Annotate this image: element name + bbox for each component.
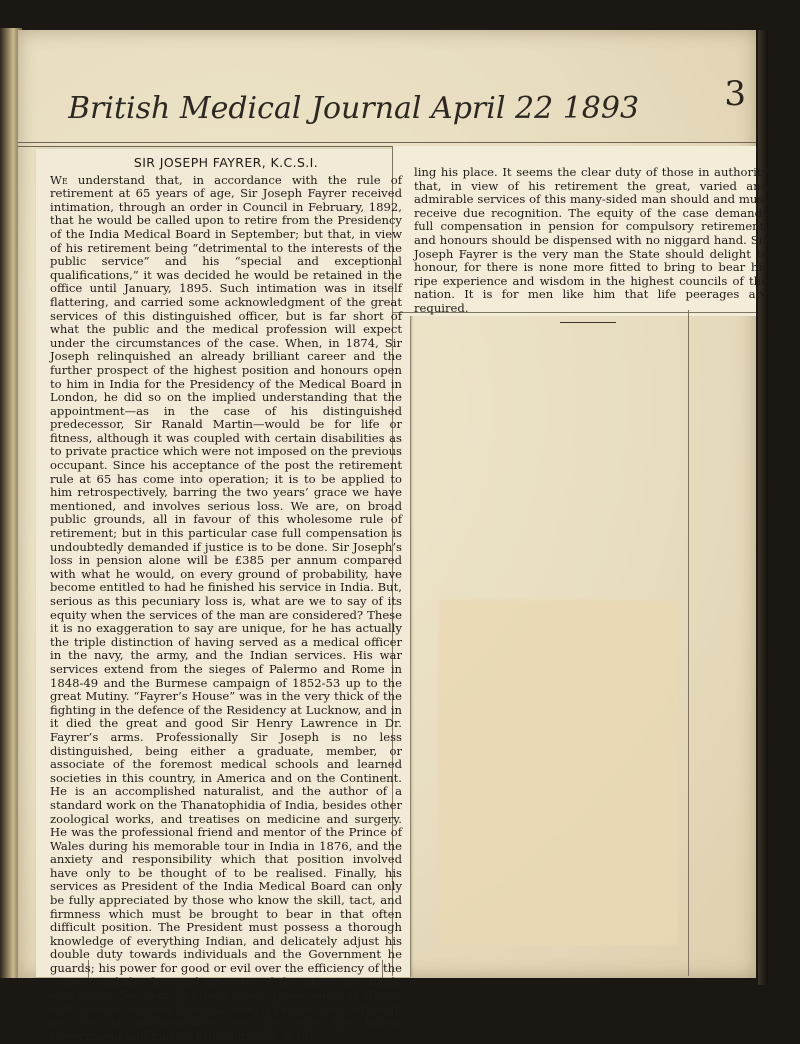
article-column-2 <box>414 166 768 316</box>
article-body-col1 <box>50 174 402 1044</box>
article-column-1 <box>50 156 402 1044</box>
page-number: 3 <box>724 74 746 114</box>
svg-text:British Medical Journal April: British Medical Journal April 22 1893 <box>68 91 640 126</box>
article-first-word: We <box>50 172 68 187</box>
glue-stain <box>438 600 678 945</box>
article-text-col1: understand that, in accordance with the rule of retirement at 65 years of age, Sir Joseph Fayrer received intimation, through an order in Council in February, 1892, that he would be called upon to retire from the Presidency of the India Medical Board in September; but that, in view of his retirement being “detrimental to the interests of the public service” and his “special and exceptional qualifications,” it was decided he would be retained in the office until January, 1895. Such intimation was in itself flattering, and carried some acknowledgment of the great services of this distinguished officer, but is far short of what the public and the medical profession will expect under the circumstances of the case. When, in 1874, Sir Joseph relinquished an already brilliant career and the further prospect of the highest position and honours open to him in India for the Presidency of the Medical Board in London, he did so on the implied understanding that the appointment—as in the case of his distinguished predecessor, Sir Ranald Martin—would be for life or fitness, although it was coupled with certain disabilities as to private practice which were not imposed on the previous occupant. Since his acceptance of the post the retirement rule at 65 has come into operation; it is to be applied to him retrospectively, barring the two years’ grace we have mentioned, and involves serious loss. We are, on broad public grounds, all in favour of this wholesome rule of retirement; but in this particular case full compensation is undoubtedly demanded if justice is to be done. Sir Joseph’s loss in pension alone will be £385 per annum compared with what he would, on every ground of probability, have become entitled to had he finished his service in India. But, serious as this pecuniary loss is, what are we to say of its equity when the services of the man are considered? These it is no exaggeration to say are unique, for he has actually the triple distinction of having served as a medical officer in the navy, the army, and the Indian services. His war services extend from the sieges of Palermo and Rome in 1848-49 and the Burmese campaign of 1852-53 up to the great Mutiny. “Fayrer’s House” was in the very thick of the fighting in the defence of the Residency at Lucknow, and in it died the great and good Sir Henry Lawrence in Dr. Fayrer’s arms. Professionally Sir Joseph is no less distinguished, being either a graduate, member, or associate of the foremost medical schools and learned societies in this country, in America and on the Continent. He is an accomplished naturalist, and the author of a standard work on the Thanatophidia of India, besides other zoological works, and treatises on medicine and surgery. He was the professional friend and mentor of the Prince of Wales during his memorable tour in India in 1876, and the anxiety and responsibility which that position involved have only to be thought of to be realised. Finally, his services as President of the India Medical Board can only be fully appreciated by those who know the skill, tact, and firmness which must be brought to bear in that often difficult position. The President must possess a thorough knowledge of everything Indian, and delicately adjust his double duty towards individuals and the Government he guards; his power for good or evil over the efficiency of the service and the financial interests of the State are simply enormous. No man has performed these onerous duties with greater success than Sir Joseph Fayrer; and, although no one is indispensable, we are sure the Indian Government will find no little difficulty in fil- <box>50 172 402 1043</box>
handwritten-title <box>68 76 708 136</box>
article-title: SIR JOSEPH FAYRER, K.C.S.I. <box>133 155 319 170</box>
article-end-rule <box>560 322 616 323</box>
article-text-col2: ling his place. It seems the clear duty of those in authority that, in view of his retirement the great, varied and admirable services of this many-sided man should and must receive due recognition. The equity of the case demands full compensation in pension for compulsory retirement, and honours should be dispensed with no niggard hand. Sir Joseph Fayrer is the very man the State should delight to honour, for there is none more fitted to bring to bear his ripe experience and wisdom in the highest councils of the nation. It is for men like him that life peerages are required. <box>414 165 768 315</box>
scrapbook-page <box>18 30 768 1043</box>
grid-line-right <box>688 310 689 976</box>
